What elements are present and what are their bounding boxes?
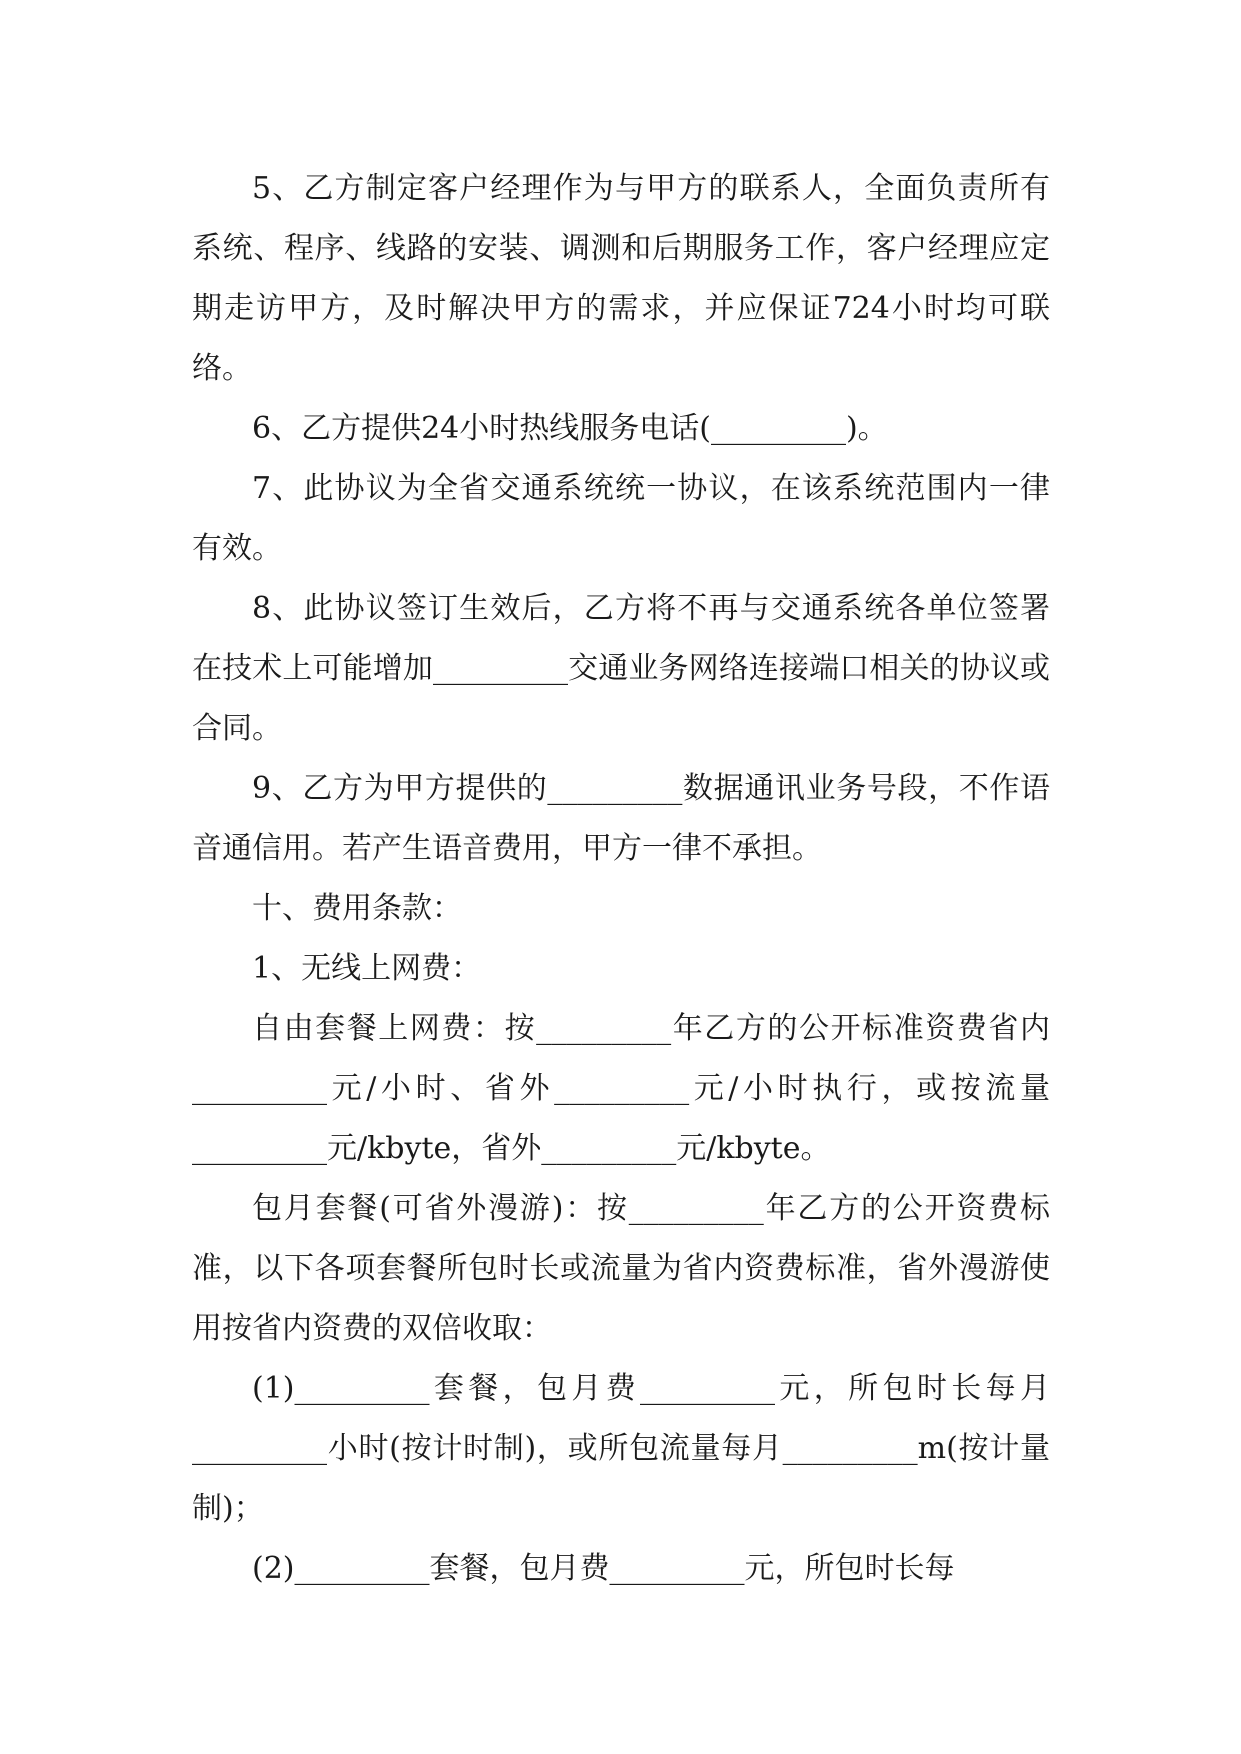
paragraph-clause-5: 5、乙方制定客户经理作为与甲方的联系人，全面负责所有系统、程序、线路的安装、调测和后期服务工作，客户经理应定期走访甲方，及时解决甲方的需求，并应保证724小时均可联络。 <box>192 171 1050 386</box>
paragraph-monthly-package: 包月套餐(可省外漫游)：按_________年乙方的公开资费标准，以下各项套餐所包时长或流量为省内资费标准，省外漫游使用按省内资费的双倍收取： <box>192 1191 1050 1346</box>
paragraph-clause-9: 9、乙方为甲方提供的_________数据通讯业务号段，不作语音通信用。若产生语音费用，甲方一律不承担。 <box>192 771 1050 866</box>
paragraph-package-2: (2)_________套餐，包月费_________元，所包时长每 <box>252 1551 955 1586</box>
paragraph-clause-7: 7、此协议为全省交通系统统一协议，在该系统范围内一律有效。 <box>192 471 1050 566</box>
paragraph-package-1: (1)_________套餐，包月费_________元，所包时长每月_________小时(按计时制)，或所包流量每月_________m(按计量制)； <box>192 1371 1050 1526</box>
paragraph-clause-8: 8、此协议签订生效后，乙方将不再与交通系统各单位签署在技术上可能增加_________交通业务网络连接端口相关的协议或合同。 <box>192 591 1050 746</box>
paragraph-free-package: 自由套餐上网费：按_________年乙方的公开标准资费省内_________元/小时、省外_________元/小时执行，或按流量_________元/kbyte，省外_________元/kbyte。 <box>192 1011 1050 1166</box>
section-heading-fees: 十、费用条款： <box>252 891 462 926</box>
document-body <box>192 159 1050 1599</box>
paragraph-clause-6: 6、乙方提供24小时热线服务电话(_________)。 <box>252 411 888 446</box>
paragraph-wireless-fee: 1、无线上网费： <box>252 951 482 986</box>
